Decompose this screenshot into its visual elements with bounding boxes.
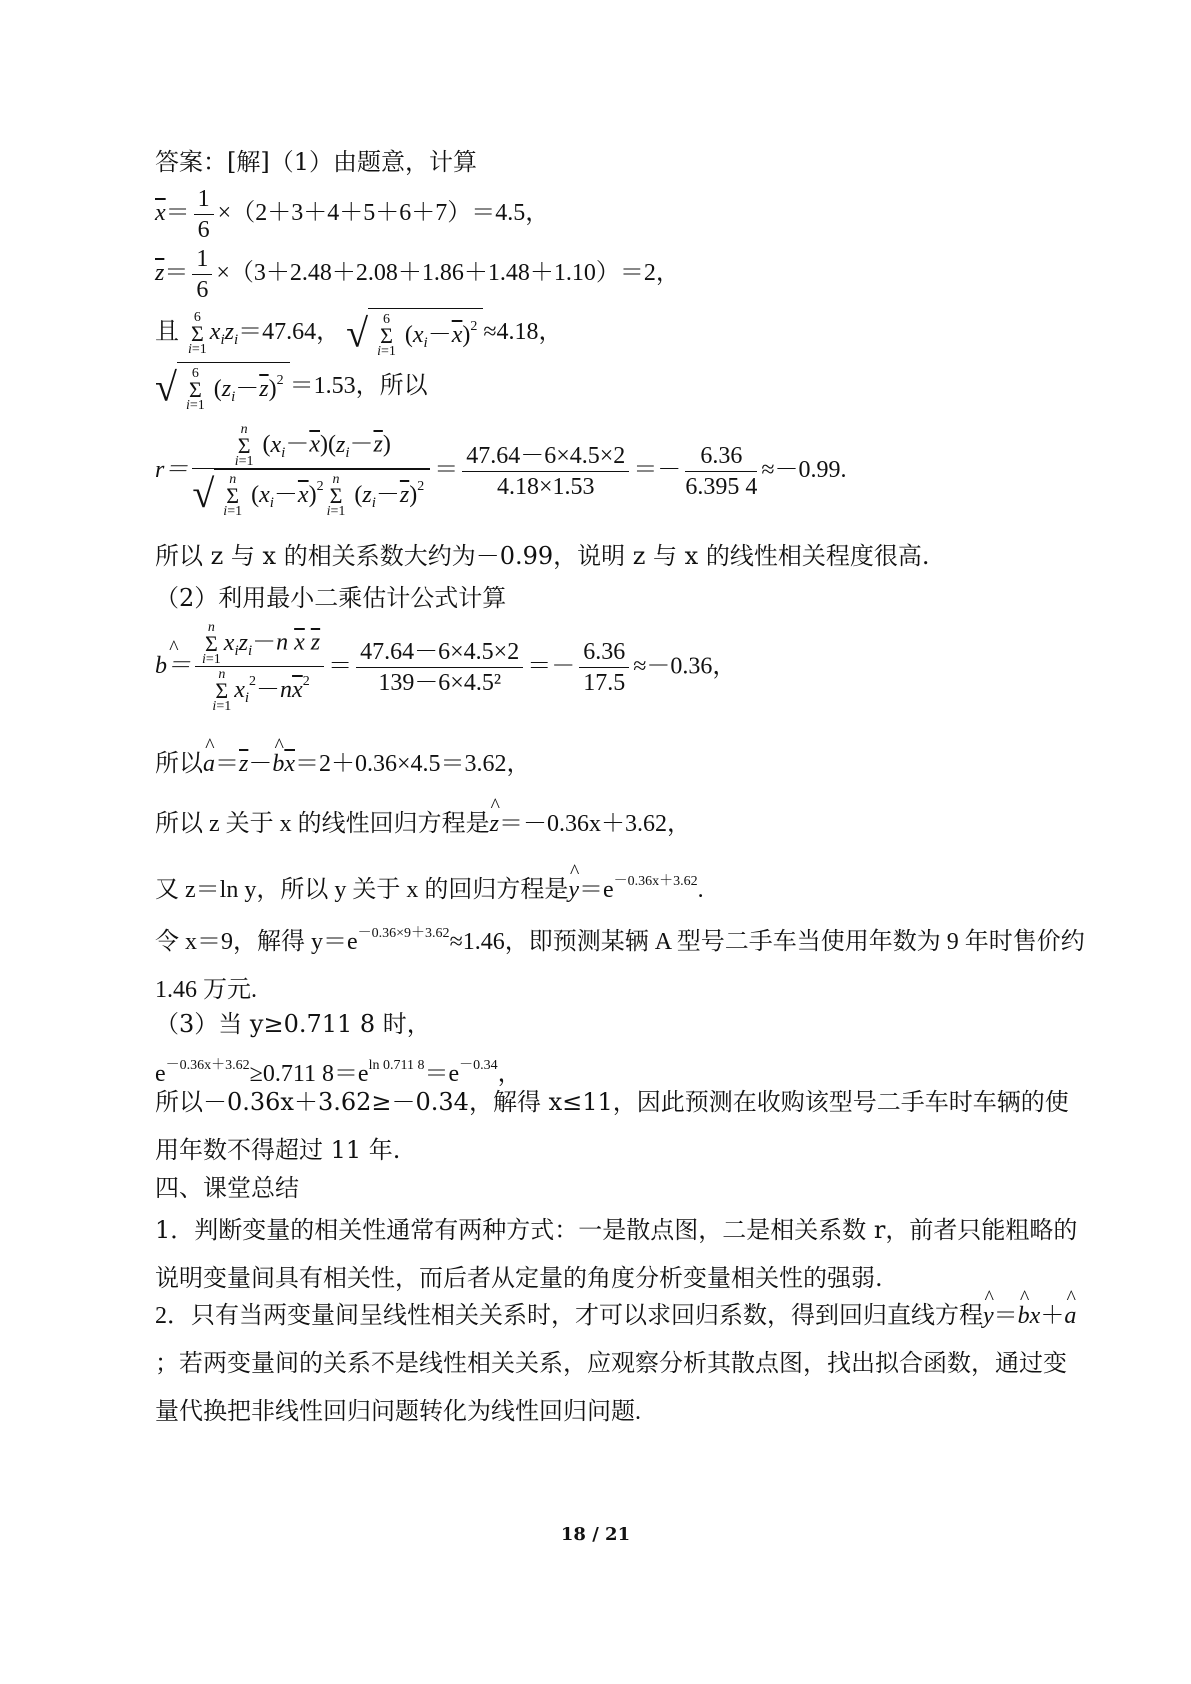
page-number: 18 / 21 <box>560 1524 631 1545</box>
fraction: $\frac{47.64-6\times 4.5\times 2}{\text{139－6×4.5²}}$ <box>356 637 523 698</box>
part-2-heading: （2）利用最小二乘估计公式计算 <box>155 584 507 612</box>
prediction-paragraph: 令 x＝9，解得 $y=e^{-0.36\times 9+3.62}\approx 1.46$，即预测某辆 A 型号二手车当使用年数为 9 年时售价约 1.46 万元. <box>155 926 1085 1003</box>
z-regression-equation: 所以 z 关于 x 的线性回归方程是^ z＝－0.36x＋3.62， <box>155 808 691 840</box>
sqrt-symbol: √ 6 Σ i=1 $(z_i-\overline{z})^2$ <box>155 362 290 413</box>
summary-2: 2．只有当两变量间呈线性相关关系时，才可以求回归系数，得到回归直线方程^ y＝^ bx＋^ a；若两变量间的关系不是线性相关关系，应观察分析其散点图，找出拟合函数，通过变量代换把非线性回归问题转化为线性回归问题. <box>155 1292 1085 1436</box>
part-3-heading: （3）当 y≥0.711 8 时， <box>155 1010 431 1038</box>
fraction: $\frac{6.36}{6.395 4}$ <box>685 442 758 500</box>
fraction: $\frac{47.64-6\times 4.5\times 2}{4.18\times 1.53}$ <box>462 441 629 502</box>
r-equation: r＝ n Σ i=1 $(x_i-\overline{x})(z_i-\overline{z})$ √ n Σ i=1 $(x_i-\overline{x})^2$ n Σ i=1 $(z_i-\overline{z})^2$ ＝ $\frac{47.64-6\times 4.5\times 2}{4.18\times 1.53}$ ＝－ $\frac{6.36}{6.395 4}$ ≈－0.99. <box>155 422 847 520</box>
answer-label: 答案：[解]（1）由题意，计算 <box>155 148 477 176</box>
zvar-equation: √ 6 Σ i=1 $(z_i-\overline{z})^2 =1.53$，所以 <box>155 362 428 413</box>
b-formula-fraction: n Σ $i=1x_iz_i-n$ $\overline{x}$ $\overline{z}$ n Σ $i=1x_i^2-n\overline{x}^2$ <box>195 622 324 713</box>
zbar-symbol: $\overline{z}$ <box>155 260 165 287</box>
fraction: $\frac{6.36}{17.5}$ <box>579 637 629 698</box>
xbar-symbol: $\overline{x}$ <box>155 200 166 227</box>
sum-symbol: 6 Σ i=1 <box>188 309 207 357</box>
sqrt-symbol: √ 6 Σ i=1 $(x_i-\overline{x})^2$ <box>346 308 483 359</box>
y-regression-equation: 又 z＝ln y，所以 y 关于 x 的回归方程是^ $y=e^{-0.36x+3.62}$. <box>155 866 704 906</box>
sums-equation: 且 6 Σ $i=1x_iz_i=47.64$， √ 6 Σ i=1 $(x_i-\overline{x})^2 \approx 4.18$， <box>155 309 563 360</box>
conclusion-1: 所以 z 与 x 的相关系数大约为－0.99，说明 z 与 x 的线性相关程度很高. <box>155 542 930 570</box>
fraction: $\frac{1}{6}$ <box>192 244 212 305</box>
conclusion-3: 所以－0.36x＋3.62≥－0.34，解得 x≤11，因此预测在收购该型号二手车时车辆的使用年数不得超过 11 年. <box>155 1088 1069 1164</box>
section-4-heading: 四、课堂总结 <box>155 1174 299 1202</box>
inequality-line: $e^{-0.36x+3.62}\ge 0.711$ $8=e^{ln 0.711 8}=e^{-0.34}$， <box>155 1058 522 1087</box>
r-formula-fraction: n Σ i=1 $(x_i-\overline{x})(z_i-\overline{z})$ √ n Σ i=1 $(x_i-\overline{x})^2$ n Σ i=1 $(z_i-\overline{z})^2$ <box>192 424 430 518</box>
xbar-equation: $\overline{x}=$ $\frac{1}{6}$ ×（2＋3＋4＋5＋6＋7）＝4.5， <box>155 186 550 243</box>
zbar-equation: $\overline{z}=$ $\frac{1}{6}$ ×（3＋2.48＋2.08＋1.86＋1.48＋1.10）＝2， <box>155 246 680 303</box>
a-equation: 所以^ $a=\overline{z}-\^{}$ $b\overline{x}=2+0.36\times 4.5=3.62$， <box>155 748 531 780</box>
b-equation: ^ b＝ n Σ $i=1x_iz_i-n$ $\overline{x}$ $\overline{z}$ n Σ $i=1x_i^2-n\overline{x}^2$ ＝ $\frac{47.64-6\times 4.5\times 2}{\text{139－6×4.5²}}$ ＝－ $\frac{6.36}{17.5}$ ≈－0.36， <box>155 622 736 713</box>
fraction: $\frac{1}{6}$ <box>194 184 214 245</box>
summary-1: 1．判断变量的相关性通常有两种方式：一是散点图，二是相关系数 r，前者只能粗略的说明变量间具有相关性，而后者从定量的角度分析变量相关性的强弱. <box>155 1216 1078 1292</box>
